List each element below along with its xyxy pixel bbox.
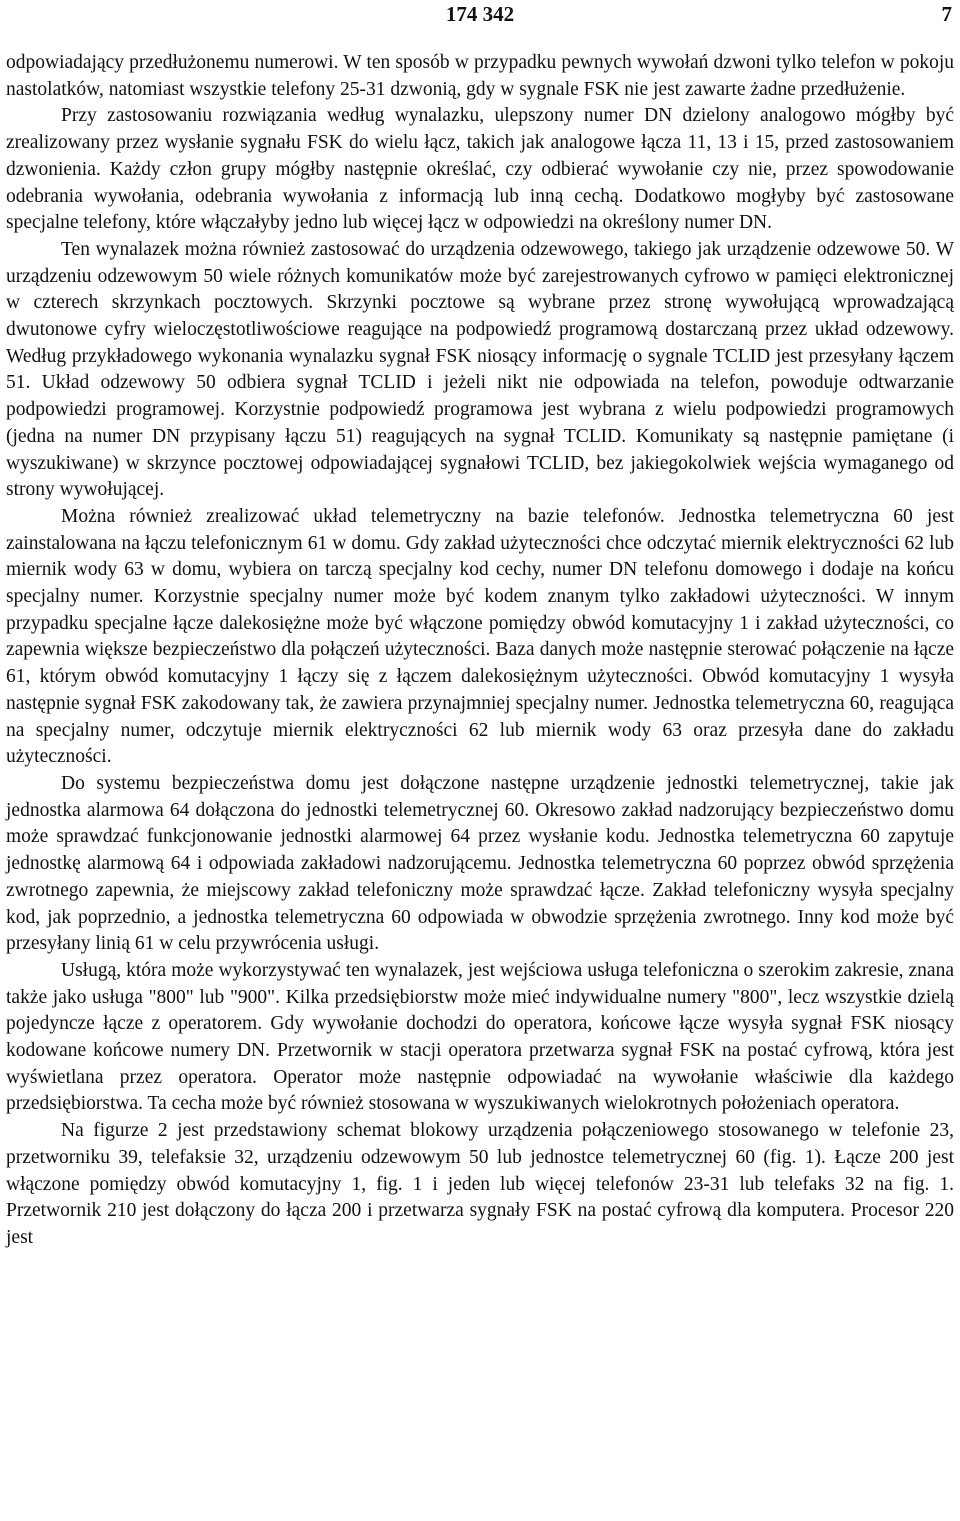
patent-number: 174 342	[445, 2, 515, 26]
page-number: 7	[941, 2, 952, 26]
paragraph-continuation: odpowiadający przedłużonemu numerowi. W ten sposób w przypadku pewnych wywołań dzwoni tylko telefon w pokoju nastolatków, natomiast wszystkie telefony 25-31 dzwonią, gdy w sygnale FSK nie jest zawarte żadne przedłużenie.	[6, 52, 954, 100]
page-header	[0, 0, 960, 30]
paragraph-answering-device: Ten wynalazek można również zastosować do urządzenia odzewowego, takiego jak urządzenie odzewowe 50. W urządzeniu odzewowym 50 wiele różnych komunikatów może być zarejestrowanych cyfrowo w pamięci elektronicznej w czterech skrzynkach pocztowych. Skrzynki pocztowe są wybrane przez stronę wywołującą wprowadzającą dwutonowe cyfry wieloczęstotliwościowe reagujące na podpowiedź programową dostarczaną przez układ odzewowy. Według przykładowego wykonania wynalazku sygnał FSK niosący informację o sygnale TCLID jest przesyłany łączem 51. Układ odzewowy 50 odbiera sygnał TCLID i jeżeli nikt nie odpowiada na telefon, powoduje odtwarzanie podpowiedzi programowej. Korzystnie podpowiedź programowa jest wybrana z wielu podpowiedzi programowych (jedna na numer DN przypisany łączu 51) reagujących na sygnał TCLID. Komunikaty są następnie pamiętane (i wyszukiwane) w skrzynce pocztowej odpowiadającej sygnałowi TCLID, bez jakiegokolwiek wejścia wymaganego od strony wywołującej.	[6, 238, 954, 501]
paragraph-figure-2: Na figurze 2 jest przedstawiony schemat blokowy urządzenia połączeniowego stosowanego w telefonie 23, przetworniku 39, telefaksie 32, urządzeniu odzewowym 50 lub jednostce telemetrycznej 60 (fig. 1). Łącze 200 jest włączone pomiędzy obwód komutacyjny 1, fig. 1 i jeden lub więcej telefonów 23-31 lub telefaks 32 na fig. 1. Przetwornik 210 jest dołączony do łącza 200 i przetwarza sygnały FSK na postać cyfrową dla komputera. Procesor 220 jest	[6, 1120, 954, 1248]
paragraph-home-security: Do systemu bezpieczeństwa domu jest dołączone następne urządzenie jednostki telemetrycznej, takie jak jednostka alarmowa 64 dołączona do jednostki telemetrycznej 60. Okresowo zakład nadzorujący bezpieczeństwo domu może sprawdzać funkcjonowanie jednostki alarmowej 64 przez wysłanie kodu. Jednostka telemetryczna 60 zapytuje jednostkę alarmową 64 i odpowiada zakładowi nadzorującemu. Jednostka telemetryczna 60 poprzez obwód sprzężenia zwrotnego zapewnia, że miejscowy zakład telefoniczny może sprawdzać łącze. Zakład telefoniczny wysyła specjalny kod, jak poprzednio, a jednostka telemetryczna 60 odpowiada w obwodzie sprzężenia zwrotnego. Inny kod może być przesyłany linią 61 w celu przywrócenia usługi.	[6, 772, 954, 955]
paragraph-dn-grouping: Przy zastosowaniu rozwiązania według wynalazku, ulepszony numer DN dzielony analogowo mógłby być zrealizowany przez wysłanie sygnału FSK do wielu łącz, takich jak analogowe łącza 11, 13 i 15, przed zastosowaniem dzwonienia. Każdy człon grupy mógłby następnie określać, czy odbierać wywołanie czy nie, przez spowodowanie odebrania wywołania, odebrania wywołania z informacją lub inną cechą. Dodatkowo mogłyby być zastosowane specjalne telefony, które włączałyby jedno lub więcej łącz w odpowiedzi na określony numer DN.	[6, 105, 954, 234]
paragraph-800-service: Usługą, która może wykorzystywać ten wynalazek, jest wejściowa usługa telefoniczna o szerokim zakresie, znana także jako usługa "800" lub "900". Kilka przedsiębiorstw może mieć indywidualne numery "800", lecz wszystkie dzielą pojedyncze łącze z operatorem. Gdy wywołanie dochodzi do operatora, końcowe łącze wysyła sygnał FSK niosący kodowane końcowe numery DN. Przetwornik w stacji operatora przetwarza sygnał FSK na postać cyfrową, która jest wyświetlana przez operatora. Operator może następnie odpowiadać na wywołanie właściwie dla każdego przedsiębiorstwa. Ta cecha może być również stosowana w wyszukiwanych wielokrotnych położeniach operatora.	[6, 959, 954, 1115]
paragraph-telemetry: Można również zrealizować układ telemetryczny na bazie telefonów. Jednostka telemetryczna 60 jest zainstalowana na łączu telefonicznym 61 w domu. Gdy zakład użyteczności chce odczytać miernik elektryczności 62 lub miernik wody 63 w domu, wybiera on tarczą specjalny kod cechy, numer DN telefonu domowego i dodaje na końcu specjalny numer. Korzystnie specjalny numer może być kodem znanym tylko zakładowi użyteczności. W innym przypadku specjalne łącze dalekosiężne może być włączone pomiędzy obwód komutacyjny 1 i zakład użyteczności, co zapewnia większe bezpieczeństwo dla połączeń użyteczności. Baza danych może następnie sterować połączenie na łącze 61, którym obwód komutacyjny 1 łączy się z łączem dalekosiężnym użyteczności. Obwód komutacyjny 1 wysyła następnie sygnał FSK zakodowany tak, że zawiera przynajmniej specjalny numer. Jednostka telemetryczna 60, reagująca na specjalny numer, odczytuje miernik elektryczności 62 lub miernik wody 63 oraz przesyła dane do zakładu użyteczności.	[6, 505, 954, 768]
document-body	[6, 50, 954, 1252]
